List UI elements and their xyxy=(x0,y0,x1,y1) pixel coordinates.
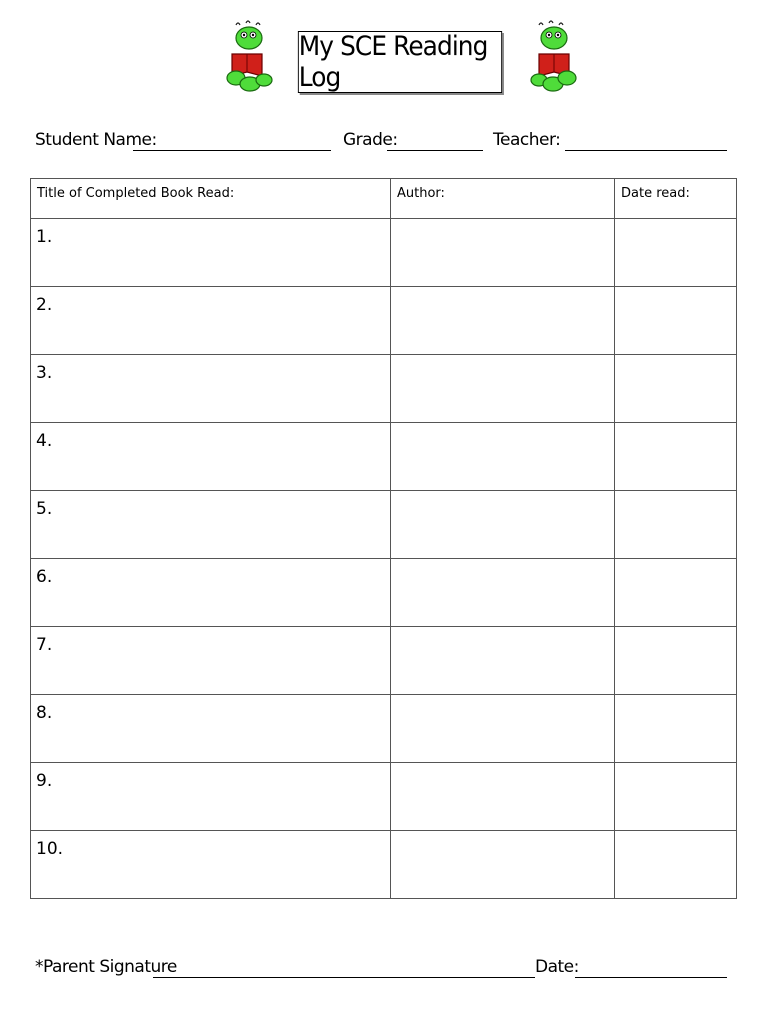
date-read-cell[interactable] xyxy=(615,423,737,491)
author-cell[interactable] xyxy=(391,627,615,695)
signature-line xyxy=(35,957,735,985)
table-row xyxy=(31,627,737,695)
author-cell[interactable] xyxy=(391,559,615,627)
column-header-title: Title of Completed Book Read: xyxy=(31,179,391,219)
table-row xyxy=(31,491,737,559)
author-cell[interactable] xyxy=(391,423,615,491)
table-row xyxy=(31,219,737,287)
reading-log-table xyxy=(30,178,737,899)
parent-signature-field[interactable] xyxy=(153,977,535,978)
bookworm-reading-icon xyxy=(222,20,278,94)
date-label: Date: xyxy=(535,957,579,977)
table-row xyxy=(31,763,737,831)
book-title-cell[interactable]: 3. xyxy=(31,355,391,423)
book-title-cell[interactable]: 10. xyxy=(31,831,391,899)
grade-field[interactable] xyxy=(387,150,483,151)
date-read-cell[interactable] xyxy=(615,627,737,695)
table-row xyxy=(31,355,737,423)
date-read-cell[interactable] xyxy=(615,287,737,355)
date-read-cell[interactable] xyxy=(615,831,737,899)
author-cell[interactable] xyxy=(391,287,615,355)
teacher-field[interactable] xyxy=(565,150,727,151)
book-title-cell[interactable]: 5. xyxy=(31,491,391,559)
book-title-cell[interactable]: 4. xyxy=(31,423,391,491)
grade-label: Grade: xyxy=(343,130,398,150)
book-title-cell[interactable]: 9. xyxy=(31,763,391,831)
student-name-field[interactable] xyxy=(133,150,331,151)
teacher-label: Teacher: xyxy=(493,130,561,150)
page-title: My SCE Reading Log xyxy=(298,31,502,93)
book-title-cell[interactable]: 6. xyxy=(31,559,391,627)
book-title-cell[interactable]: 8. xyxy=(31,695,391,763)
book-title-cell[interactable]: 1. xyxy=(31,219,391,287)
table-row xyxy=(31,695,737,763)
date-read-cell[interactable] xyxy=(615,763,737,831)
author-cell[interactable] xyxy=(391,831,615,899)
column-header-date: Date read: xyxy=(615,179,737,219)
author-cell[interactable] xyxy=(391,355,615,423)
author-cell[interactable] xyxy=(391,763,615,831)
table-header-row xyxy=(31,179,737,219)
table-row xyxy=(31,831,737,899)
date-read-cell[interactable] xyxy=(615,695,737,763)
author-cell[interactable] xyxy=(391,219,615,287)
column-header-author: Author: xyxy=(391,179,615,219)
bookworm-reading-icon xyxy=(525,20,581,94)
book-title-cell[interactable]: 7. xyxy=(31,627,391,695)
table-row xyxy=(31,559,737,627)
date-read-cell[interactable] xyxy=(615,219,737,287)
table-row xyxy=(31,287,737,355)
parent-signature-label: *Parent Signature xyxy=(35,957,177,977)
author-cell[interactable] xyxy=(391,491,615,559)
student-info-line xyxy=(35,130,735,158)
date-read-cell[interactable] xyxy=(615,355,737,423)
book-title-cell[interactable]: 2. xyxy=(31,287,391,355)
page-header xyxy=(0,18,770,108)
student-name-label: Student Name: xyxy=(35,130,157,150)
signature-date-field[interactable] xyxy=(575,977,727,978)
table-row xyxy=(31,423,737,491)
date-read-cell[interactable] xyxy=(615,491,737,559)
date-read-cell[interactable] xyxy=(615,559,737,627)
author-cell[interactable] xyxy=(391,695,615,763)
